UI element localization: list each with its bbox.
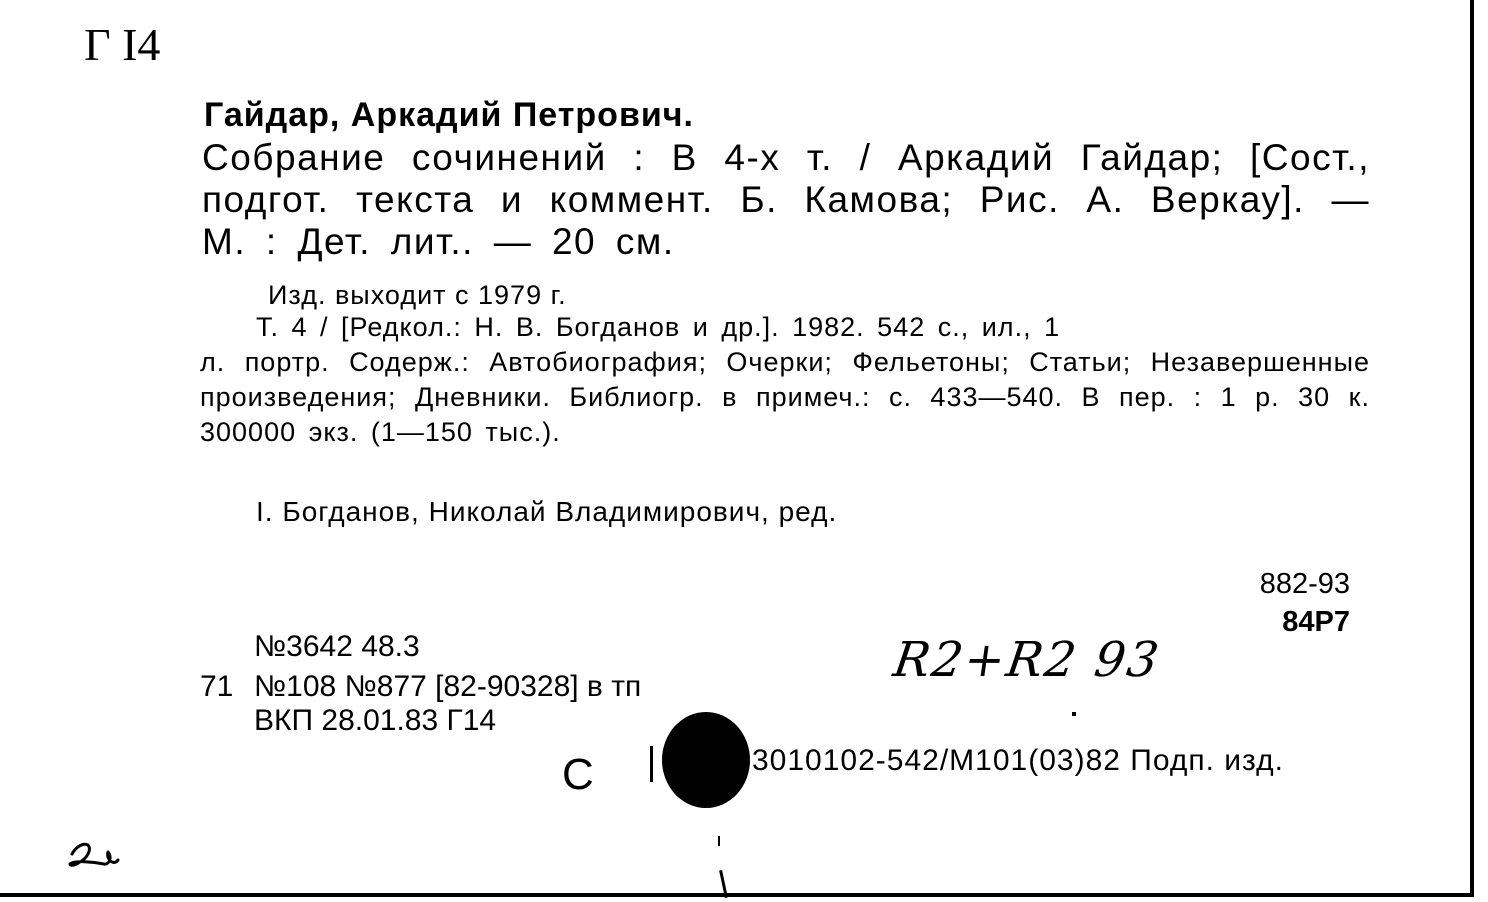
publication-note: Изд. выходит с 1979 г. [268, 280, 567, 310]
isbn-line: 3010102-542/М101(03)82 Подп. изд. [752, 744, 1284, 777]
scan-speck [1072, 712, 1076, 716]
handwritten-scribble-icon [64, 834, 124, 878]
author-heading: Гайдар, Аркадий Петрович. [204, 96, 694, 134]
shelf-mark: Г I4 [84, 19, 161, 70]
isbn-separator [650, 746, 653, 782]
main-entry: Собрание сочинений : В 4-х т. / Аркадий Гайдар; [Сост., подгот. текста и коммент. Б. Камова; Рис. А. Веркау]. — М. : Дет. лит.. — 20 см. [202, 137, 1370, 262]
order-line-3: ВКП 28.01.83 Г14 [254, 704, 497, 737]
volume-entry [200, 310, 1370, 450]
volume-entry-rest: л. портр. Содерж.: Автобиография; Очерки; Фельетоны; Статьи; Незавершенные произведения; Дневники. Библиогр. в примеч.: с. 433—540. В пер. : 1 р. 30 к. 300000 экз. (1—150 тыс.). [200, 347, 1370, 447]
volume-entry-line1: Т. 4 / [Редкол.: Н. В. Богданов и др.]. 1982. 542 с., ил., 1 [256, 312, 1061, 342]
order-prefix: 71 [200, 670, 234, 703]
order-line-2: №108 №877 [82-90328] в тп [254, 670, 642, 703]
punch-hole [662, 712, 750, 808]
scan-mark [718, 836, 720, 846]
classification-udc: 882-93 [1259, 568, 1350, 600]
letter-c: С [562, 750, 594, 799]
order-line-1: №3642 48.3 [254, 630, 420, 663]
added-entry: I. Богданов, Николай Владимирович, ред. [256, 496, 838, 527]
handwritten-note: R2+R2 93 [890, 632, 1164, 688]
classification-bbk: 84Р7 [1282, 606, 1350, 638]
scan-mark [719, 870, 728, 898]
